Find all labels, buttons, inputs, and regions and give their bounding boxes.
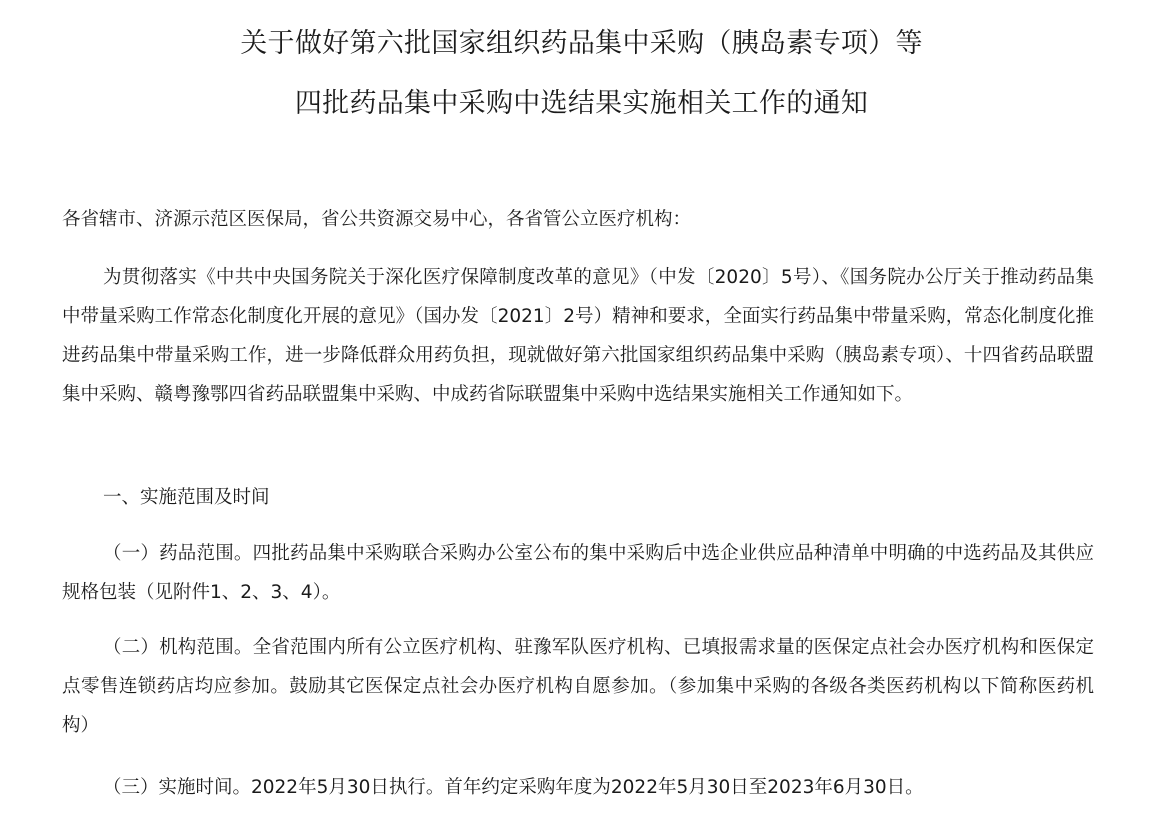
document-title-line-1: 关于做好第六批国家组织药品集中采购（胰岛素专项）等 (240, 28, 923, 59)
intro-paragraph: 为贯彻落实《中共中央国务院关于深化医疗保障制度改革的意见》（中发〔2020〕5号）、《国务院办公厅关于推动药品集中带量采购工作常态化制度化开展的意见》（国办发〔2021〕2号）精神和要求，全面实行药品集中带量采购，常态化制度化推进药品集中带量采购工作，进一步降低群众用药负担，现就做好第六批国家组织药品集中采购（胰岛素专项）、十四省药品联盟集中采购、赣粤豫鄂四省药品联盟集中采购、中成药省际联盟集中采购中选结果实施相关工作通知如下。 (62, 267, 1094, 405)
salutation: 各省辖市、济源示范区医保局，省公共资源交易中心，各省管公立医疗机构： (62, 209, 692, 230)
subsection-institution-scope: （二）机构范围。全省范围内所有公立医疗机构、驻豫军队医疗机构、已填报需求量的医保定点社会办医疗机构和医保定点零售连锁药店均应参加。鼓励其它医保定点社会办医疗机构自愿参加。（参加集中采购的各级各类医药机构以下简称医药机构） (62, 637, 1094, 736)
subsection-drug-scope: （一）药品范围。四批药品集中采购联合采购办公室公布的集中采购后中选企业供应品种清单中明确的中选药品及其供应规格包装（见附件1、2、3、4）。 (62, 543, 1094, 603)
document-title-line-2: 四批药品集中采购中选结果实施相关工作的通知 (294, 88, 869, 119)
section-heading: 一、实施范围及时间 (103, 487, 270, 508)
subsection-implementation-time: （三）实施时间。2022年5月30日执行。首年约定采购年度为2022年5月30日至2023年6月30日。 (103, 777, 924, 798)
